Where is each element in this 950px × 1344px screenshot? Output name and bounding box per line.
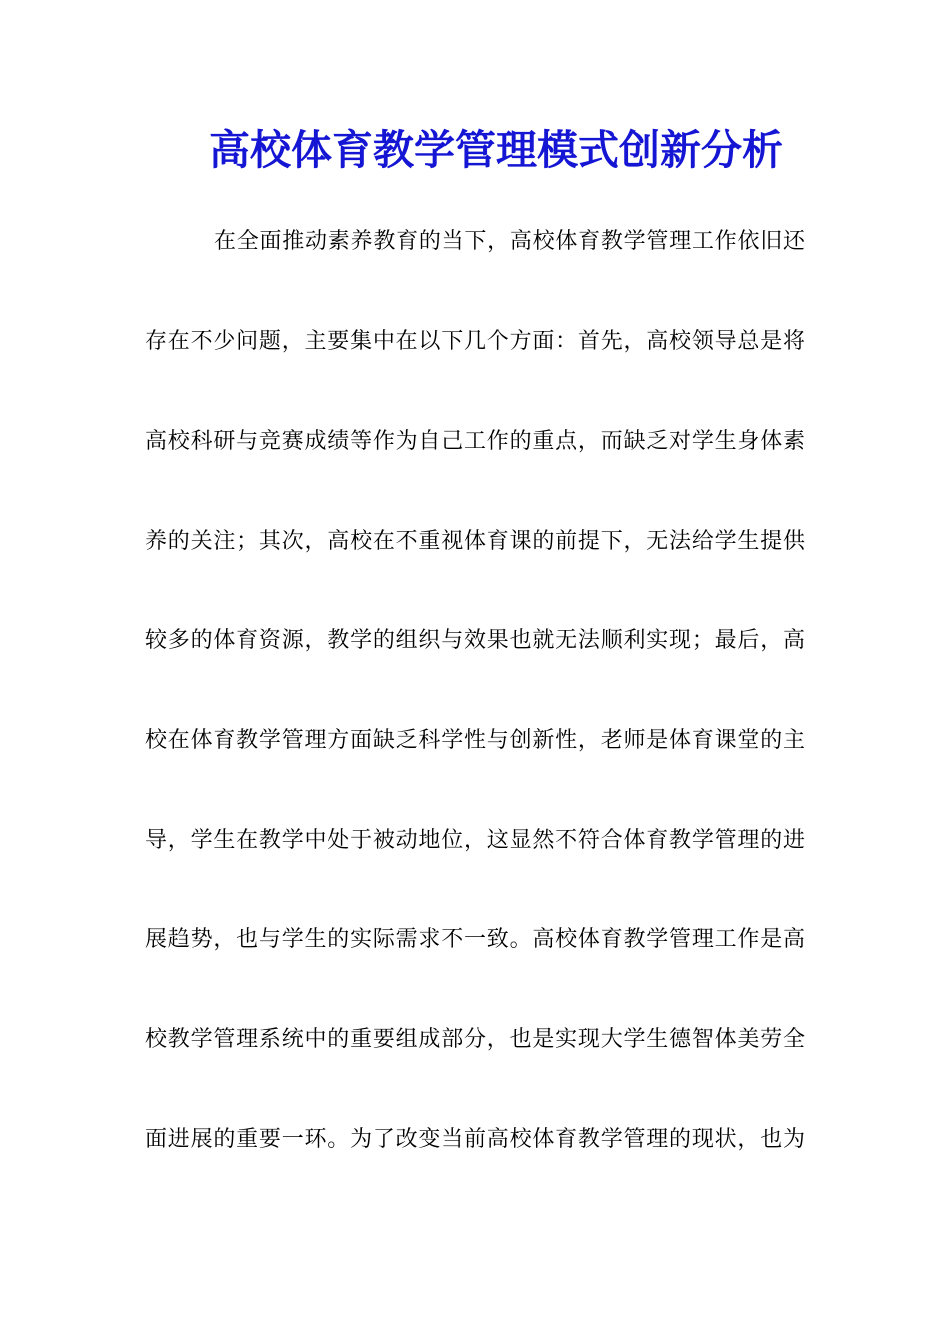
document-title: 高校体育教学管理模式创新分析	[209, 126, 783, 174]
paragraph-line: 展趋势，也与学生的实际需求不一致。高校体育教学管理工作是高	[145, 927, 805, 952]
paragraph-line: 导，学生在教学中处于被动地位，这显然不符合体育教学管理的进	[145, 828, 805, 853]
paragraph-line: 校在体育教学管理方面缺乏科学性与创新性，老师是体育课堂的主	[145, 728, 805, 753]
paragraph-line: 面进展的重要一环。为了改变当前高校体育教学管理的现状，也为	[145, 1127, 805, 1152]
paragraph-line: 较多的体育资源，教学的组织与效果也就无法顺利实现；最后，高	[145, 628, 805, 653]
paragraph-line: 养的关注；其次，高校在不重视体育课的前提下，无法给学生提供	[145, 529, 805, 554]
paragraph-line: 存在不少问题，主要集中在以下几个方面：首先，高校领导总是将	[145, 329, 805, 354]
paragraph-line: 校教学管理系统中的重要组成部分，也是实现大学生德智体美劳全	[145, 1027, 805, 1052]
paragraph-line: 在全面推动素养教育的当下，高校体育教学管理工作依旧还	[214, 229, 805, 254]
paragraph-line: 高校科研与竞赛成绩等作为自己工作的重点，而缺乏对学生身体素	[145, 429, 805, 454]
